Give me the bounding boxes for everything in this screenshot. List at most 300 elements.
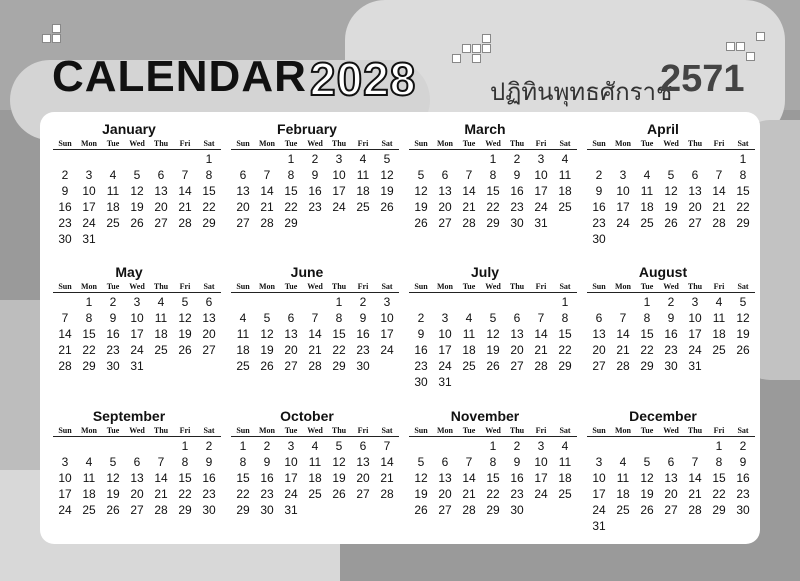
- header-divider: [587, 292, 755, 293]
- day-cell: 12: [414, 471, 428, 485]
- weekday-label: Tue: [284, 139, 298, 148]
- empty-cell: [125, 438, 149, 454]
- day-cell: 17: [534, 184, 548, 198]
- day-cell: 24: [616, 216, 630, 230]
- day-cell: 19: [664, 200, 678, 214]
- weekday-label: Fri: [535, 426, 547, 435]
- day-cell: 13: [664, 471, 678, 485]
- day-cell: 20: [438, 200, 452, 214]
- day-cell: 28: [154, 503, 168, 517]
- day-cell: 1: [489, 152, 497, 166]
- day-cell: 4: [239, 311, 247, 325]
- empty-cell: [77, 438, 101, 454]
- empty-cell: [409, 151, 433, 167]
- day-cell: 21: [462, 487, 476, 501]
- day-cell: 14: [154, 471, 168, 485]
- day-cell: 25: [106, 216, 120, 230]
- weekday-label: Thu: [331, 139, 347, 148]
- day-cell: 27: [438, 503, 452, 517]
- day-cell: 19: [414, 487, 428, 501]
- weekday-label: Mon: [81, 282, 97, 291]
- day-cell: 21: [260, 200, 274, 214]
- day-cell: 19: [486, 343, 500, 357]
- day-grid: [53, 438, 218, 518]
- header-divider: [53, 436, 221, 437]
- day-cell: 17: [284, 471, 298, 485]
- month-march: [396, 120, 574, 231]
- weekday-label: Tue: [106, 139, 120, 148]
- header-divider: [53, 292, 221, 293]
- weekday-label: Mon: [81, 139, 97, 148]
- day-cell: 2: [263, 439, 271, 453]
- day-cell: 1: [561, 295, 569, 309]
- weekday-label: Sat: [737, 139, 749, 148]
- day-cell: 6: [691, 168, 699, 182]
- weekday-label: Fri: [713, 426, 725, 435]
- day-cell: 7: [383, 439, 391, 453]
- day-cell: 19: [260, 343, 274, 357]
- day-cell: 27: [284, 359, 298, 373]
- day-cell: 9: [667, 311, 675, 325]
- weekday-label: Thu: [331, 282, 347, 291]
- day-cell: 11: [82, 471, 96, 485]
- day-cell: 30: [106, 359, 120, 373]
- weekday-label: Mon: [259, 282, 275, 291]
- weekday-label: Mon: [437, 282, 453, 291]
- day-cell: 6: [287, 311, 295, 325]
- day-cell: 31: [688, 359, 702, 373]
- day-cell: 30: [202, 503, 216, 517]
- day-cell: 12: [106, 471, 120, 485]
- weekday-label: Fri: [357, 426, 369, 435]
- day-cell: 10: [82, 184, 96, 198]
- day-cell: 22: [712, 487, 726, 501]
- day-cell: 26: [736, 343, 750, 357]
- day-cell: 5: [739, 295, 747, 309]
- day-cell: 12: [130, 184, 144, 198]
- empty-cell: [279, 294, 303, 310]
- day-grid: [231, 438, 396, 518]
- page-title: CALENDAR: [52, 52, 307, 101]
- day-cell: 5: [383, 152, 391, 166]
- day-cell: 12: [640, 471, 654, 485]
- day-cell: 28: [462, 503, 476, 517]
- day-cell: 9: [109, 311, 117, 325]
- day-cell: 7: [715, 168, 723, 182]
- day-cell: 2: [61, 168, 69, 182]
- day-cell: 28: [178, 216, 192, 230]
- day-cell: 11: [236, 327, 250, 341]
- day-cell: 2: [311, 152, 319, 166]
- month-name: May: [115, 264, 143, 280]
- day-cell: 20: [592, 343, 606, 357]
- month-name: September: [92, 408, 166, 424]
- weekday-header: [409, 138, 574, 149]
- day-cell: 11: [154, 311, 168, 325]
- weekday-label: Tue: [462, 282, 476, 291]
- day-cell: 5: [667, 168, 675, 182]
- day-cell: 8: [85, 311, 93, 325]
- day-cell: 11: [712, 311, 726, 325]
- day-cell: 25: [712, 343, 726, 357]
- weekday-label: Mon: [437, 426, 453, 435]
- day-cell: 4: [311, 439, 319, 453]
- day-cell: 29: [332, 359, 346, 373]
- day-cell: 19: [178, 327, 192, 341]
- month-june: [218, 263, 396, 374]
- day-cell: 3: [441, 311, 449, 325]
- day-cell: 9: [595, 184, 603, 198]
- day-cell: 2: [513, 439, 521, 453]
- day-cell: 16: [414, 343, 428, 357]
- day-cell: 14: [616, 327, 630, 341]
- day-cell: 29: [712, 503, 726, 517]
- weekday-label: Sat: [203, 426, 215, 435]
- weekday-label: Tue: [284, 282, 298, 291]
- day-cell: 23: [510, 487, 524, 501]
- day-cell: 18: [616, 487, 630, 501]
- day-cell: 23: [202, 487, 216, 501]
- day-cell: 5: [417, 168, 425, 182]
- day-cell: 21: [308, 343, 322, 357]
- weekday-label: Wed: [485, 426, 501, 435]
- day-cell: 15: [640, 327, 654, 341]
- day-cell: 4: [561, 152, 569, 166]
- weekday-label: Sun: [58, 426, 72, 435]
- day-cell: 1: [239, 439, 247, 453]
- day-cell: 3: [691, 295, 699, 309]
- empty-cell: [433, 151, 457, 167]
- day-cell: 14: [260, 184, 274, 198]
- day-cell: 7: [691, 455, 699, 469]
- day-cell: 23: [736, 487, 750, 501]
- empty-cell: [587, 294, 611, 310]
- day-cell: 9: [417, 327, 425, 341]
- day-cell: 10: [688, 311, 702, 325]
- weekday-label: Wed: [307, 282, 323, 291]
- day-cell: 1: [85, 295, 93, 309]
- day-cell: 26: [414, 216, 428, 230]
- day-cell: 4: [619, 455, 627, 469]
- buddhist-year-label: 2571: [660, 58, 745, 100]
- day-cell: 21: [178, 200, 192, 214]
- header-divider: [587, 436, 755, 437]
- calendar-panel: [40, 112, 760, 544]
- weekday-header: [53, 425, 218, 436]
- header-divider: [409, 436, 577, 437]
- day-cell: 15: [558, 327, 572, 341]
- day-cell: 19: [332, 471, 346, 485]
- day-cell: 17: [534, 471, 548, 485]
- day-cell: 12: [380, 168, 394, 182]
- day-cell: 23: [592, 216, 606, 230]
- header-divider: [231, 149, 399, 150]
- day-cell: 21: [154, 487, 168, 501]
- day-cell: 13: [510, 327, 524, 341]
- day-cell: 14: [534, 327, 548, 341]
- empty-cell: [457, 438, 481, 454]
- day-cell: 14: [462, 184, 476, 198]
- day-cell: 18: [356, 184, 370, 198]
- weekday-label: Thu: [509, 139, 525, 148]
- weekday-label: Sun: [236, 139, 250, 148]
- day-cell: 20: [664, 487, 678, 501]
- day-cell: 13: [592, 327, 606, 341]
- weekday-label: Mon: [615, 139, 631, 148]
- day-cell: 6: [667, 455, 675, 469]
- day-cell: 2: [417, 311, 425, 325]
- weekday-label: Tue: [106, 282, 120, 291]
- empty-cell: [303, 294, 327, 310]
- day-cell: 16: [736, 471, 750, 485]
- day-cell: 12: [486, 327, 500, 341]
- day-cell: 24: [380, 343, 394, 357]
- day-cell: 2: [667, 295, 675, 309]
- weekday-label: Tue: [640, 139, 654, 148]
- empty-cell: [149, 151, 173, 167]
- day-cell: 28: [462, 216, 476, 230]
- day-cell: 20: [356, 471, 370, 485]
- day-cell: 15: [332, 327, 346, 341]
- weekday-label: Sun: [58, 139, 72, 148]
- day-cell: 23: [664, 343, 678, 357]
- day-cell: 5: [417, 455, 425, 469]
- day-cell: 9: [61, 184, 69, 198]
- day-cell: 19: [106, 487, 120, 501]
- day-cell: 15: [202, 184, 216, 198]
- weekday-label: Sat: [559, 139, 571, 148]
- weekday-header: [587, 138, 752, 149]
- day-cell: 13: [356, 455, 370, 469]
- day-cell: 17: [130, 327, 144, 341]
- day-cell: 12: [178, 311, 192, 325]
- day-cell: 17: [592, 487, 606, 501]
- day-cell: 30: [260, 503, 274, 517]
- weekday-label: Tue: [284, 426, 298, 435]
- day-cell: 18: [154, 327, 168, 341]
- day-cell: 20: [688, 200, 702, 214]
- empty-cell: [635, 438, 659, 454]
- empty-cell: [635, 151, 659, 167]
- day-cell: 1: [739, 152, 747, 166]
- weekday-label: Fri: [535, 139, 547, 148]
- day-cell: 3: [537, 152, 545, 166]
- day-cell: 31: [82, 232, 96, 246]
- weekday-label: Tue: [462, 139, 476, 148]
- day-cell: 15: [82, 327, 96, 341]
- day-cell: 26: [332, 487, 346, 501]
- day-cell: 17: [332, 184, 346, 198]
- day-cell: 4: [465, 311, 473, 325]
- day-cell: 20: [202, 327, 216, 341]
- day-cell: 8: [239, 455, 247, 469]
- day-cell: 21: [58, 343, 72, 357]
- empty-cell: [409, 294, 433, 310]
- day-cell: 26: [178, 343, 192, 357]
- day-cell: 27: [510, 359, 524, 373]
- weekday-label: Thu: [331, 426, 347, 435]
- day-cell: 10: [332, 168, 346, 182]
- day-cell: 13: [688, 184, 702, 198]
- day-cell: 27: [664, 503, 678, 517]
- day-cell: 26: [640, 503, 654, 517]
- weekday-label: Sat: [203, 282, 215, 291]
- weekday-label: Fri: [179, 282, 191, 291]
- weekday-label: Sun: [592, 139, 606, 148]
- day-cell: 10: [592, 471, 606, 485]
- day-cell: 2: [595, 168, 603, 182]
- day-cell: 7: [61, 311, 69, 325]
- day-cell: 24: [130, 343, 144, 357]
- month-name: June: [290, 264, 324, 280]
- day-cell: 3: [61, 455, 69, 469]
- day-cell: 3: [537, 439, 545, 453]
- day-cell: 21: [616, 343, 630, 357]
- day-cell: 17: [58, 487, 72, 501]
- day-cell: 29: [486, 503, 500, 517]
- month-november: [396, 407, 574, 518]
- day-cell: 18: [558, 471, 572, 485]
- day-cell: 27: [154, 216, 168, 230]
- day-cell: 13: [284, 327, 298, 341]
- day-cell: 6: [157, 168, 165, 182]
- day-cell: 30: [414, 375, 428, 389]
- day-cell: 8: [335, 311, 343, 325]
- day-cell: 30: [356, 359, 370, 373]
- day-cell: 7: [619, 311, 627, 325]
- day-cell: 13: [154, 184, 168, 198]
- day-cell: 7: [181, 168, 189, 182]
- weekday-label: Thu: [509, 282, 525, 291]
- day-cell: 26: [486, 359, 500, 373]
- weekday-label: Sat: [203, 139, 215, 148]
- day-cell: 25: [616, 503, 630, 517]
- day-cell: 24: [688, 343, 702, 357]
- day-cell: 27: [592, 359, 606, 373]
- weekday-label: Thu: [153, 282, 169, 291]
- day-cell: 11: [106, 184, 120, 198]
- day-cell: 20: [130, 487, 144, 501]
- day-cell: 28: [380, 487, 394, 501]
- day-cell: 2: [109, 295, 117, 309]
- day-cell: 29: [640, 359, 654, 373]
- month-name: December: [629, 408, 697, 424]
- day-cell: 13: [130, 471, 144, 485]
- empty-cell: [433, 438, 457, 454]
- empty-cell: [587, 151, 611, 167]
- day-cell: 29: [202, 216, 216, 230]
- empty-cell: [457, 294, 481, 310]
- empty-cell: [611, 294, 635, 310]
- day-cell: 11: [308, 455, 322, 469]
- day-cell: 26: [106, 503, 120, 517]
- day-grid: [587, 294, 752, 374]
- header-divider: [231, 292, 399, 293]
- day-cell: 16: [356, 327, 370, 341]
- day-cell: 11: [558, 168, 572, 182]
- day-cell: 6: [359, 439, 367, 453]
- weekday-header: [231, 425, 396, 436]
- day-cell: 5: [489, 311, 497, 325]
- weekday-label: Tue: [106, 426, 120, 435]
- day-cell: 4: [643, 168, 651, 182]
- day-cell: 18: [558, 184, 572, 198]
- weekday-label: Sun: [414, 426, 428, 435]
- weekday-label: Fri: [179, 426, 191, 435]
- day-cell: 26: [260, 359, 274, 373]
- day-grid: [409, 151, 574, 231]
- empty-cell: [683, 151, 707, 167]
- empty-cell: [173, 151, 197, 167]
- day-cell: 11: [462, 327, 476, 341]
- empty-cell: [457, 151, 481, 167]
- month-name: January: [102, 121, 156, 137]
- day-cell: 1: [205, 152, 213, 166]
- empty-cell: [659, 438, 683, 454]
- empty-cell: [77, 151, 101, 167]
- day-grid: [587, 151, 752, 247]
- weekday-label: Sat: [381, 426, 393, 435]
- weekday-label: Thu: [687, 139, 703, 148]
- day-cell: 30: [664, 359, 678, 373]
- weekday-label: Mon: [615, 426, 631, 435]
- empty-cell: [149, 438, 173, 454]
- day-cell: 27: [202, 343, 216, 357]
- day-cell: 18: [236, 343, 250, 357]
- day-cell: 27: [356, 487, 370, 501]
- weekday-label: Thu: [687, 426, 703, 435]
- day-cell: 11: [616, 471, 630, 485]
- day-cell: 7: [465, 168, 473, 182]
- day-cell: 25: [640, 216, 654, 230]
- month-october: [218, 407, 396, 518]
- empty-cell: [53, 294, 77, 310]
- day-cell: 30: [592, 232, 606, 246]
- day-cell: 30: [510, 216, 524, 230]
- day-cell: 31: [534, 216, 548, 230]
- weekday-label: Wed: [663, 282, 679, 291]
- day-cell: 12: [260, 327, 274, 341]
- day-cell: 8: [715, 455, 723, 469]
- day-cell: 15: [486, 184, 500, 198]
- day-cell: 11: [356, 168, 370, 182]
- day-cell: 30: [58, 232, 72, 246]
- day-cell: 4: [157, 295, 165, 309]
- day-cell: 25: [558, 487, 572, 501]
- empty-cell: [529, 294, 553, 310]
- day-cell: 17: [688, 327, 702, 341]
- day-cell: 18: [82, 487, 96, 501]
- empty-cell: [101, 438, 125, 454]
- weekday-label: Thu: [153, 426, 169, 435]
- day-cell: 22: [236, 487, 250, 501]
- day-cell: 25: [154, 343, 168, 357]
- day-grid: [409, 438, 574, 518]
- day-cell: 22: [202, 200, 216, 214]
- day-cell: 17: [380, 327, 394, 341]
- weekday-label: Sat: [381, 139, 393, 148]
- weekday-header: [231, 281, 396, 292]
- day-cell: 28: [534, 359, 548, 373]
- day-cell: 6: [239, 168, 247, 182]
- day-cell: 17: [82, 200, 96, 214]
- day-cell: 22: [178, 487, 192, 501]
- day-cell: 3: [335, 152, 343, 166]
- day-cell: 14: [308, 327, 322, 341]
- day-cell: 19: [736, 327, 750, 341]
- day-cell: 23: [260, 487, 274, 501]
- day-cell: 25: [308, 487, 322, 501]
